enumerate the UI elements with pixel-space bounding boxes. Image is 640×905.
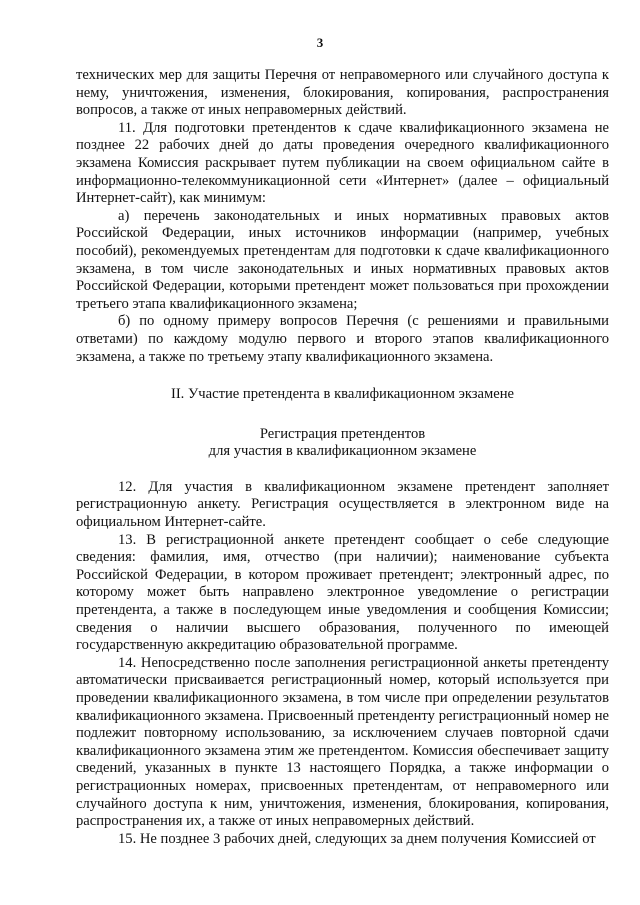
paragraph-12: 12. Для участия в квалификационном экзамене претендент заполняет регистрационную анкету. Регистрация осуществляется в электронном виде на официальном Интернет-сайте. — [76, 478, 609, 531]
subsection-heading-line2: для участия в квалификационном экзамене — [208, 443, 477, 460]
subsection-heading — [76, 426, 609, 461]
paragraph-11b: б) по одному примеру вопросов Перечня (с решениями и правильными ответами) по каждому модулю первого и второго этапов квалификационного экзамена, а также по третьему этапу квалификационного экзамена. — [76, 313, 609, 365]
subsection-heading-line1: Регистрация претендентов — [259, 425, 426, 442]
paragraph-continuation: технических мер для защиты Перечня от неправомерного или случайного доступа к нему, уничтожения, изменения, блокирования, копирования, распространения вопросов, а также от иных неправомерных действий. — [76, 67, 609, 119]
document-body — [76, 67, 609, 848]
paragraph-11: 11. Для подготовки претендентов к сдаче квалификационного экзамена не позднее 22 рабочих дней до даты проведения очередного квалификационного экзамена Комиссия раскрывает путем публикации на своем официальном сайте в информационно-телекоммуникационной сети «Интернет» (далее – официальный Интернет-сайт), как минимум: — [76, 119, 609, 207]
page-number: 3 — [316, 35, 324, 50]
paragraph-13: 13. В регистрационной анкете претендент сообщает о себе следующие сведения: фамилия, имя, отчество (при наличии); наименование субъекта Российской Федерации, в котором проживает претендент; электронный адрес, по которому может быть направлено электронное уведомление о регистрации претендента, а также в последующем иные уведомления и сообщения Комиссии; сведения о наличии высшего образования, полученного по имеющей государственную аккредитацию образовательной программе. — [76, 531, 609, 654]
paragraph-11a: а) перечень законодательных и иных нормативных правовых актов Российской Федерации, иных источников информации (например, учебных пособий), рекомендуемых претендентам для подготовки к сдаче квалификационного экзамена, в том числе законодательных и иных нормативных правовых актов Российской Федерации, которыми претендент может пользоваться при прохождении третьего этапа квалификационного экзамена; — [76, 207, 609, 312]
section-heading: II. Участие претендента в квалификационном экзамене — [170, 386, 515, 403]
paragraph-15: 15. Не позднее 3 рабочих дней, следующих за днем получения Комиссией от — [118, 830, 596, 847]
paragraph-14: 14. Непосредственно после заполнения регистрационной анкеты претенденту автоматически присваивается регистрационный номер, который используется при проведении квалификационного экзамена, в том числе при определении результатов квалификационного экзамена. Присвоенный претенденту регистрационный номер не подлежит повторному использованию, за исключением случаев повторной сдачи квалификационного экзамена этим же претендентом. Комиссия обеспечивает защиту сведений, указанных в пункте 13 настоящего Порядка, а также информации о регистрационных номерах, присвоенных претендентам, от неправомерного или случайного доступа к ним, уничтожения, изменения, блокирования, копирования, распространения их, а также от иных неправомерных действий. — [76, 654, 609, 830]
